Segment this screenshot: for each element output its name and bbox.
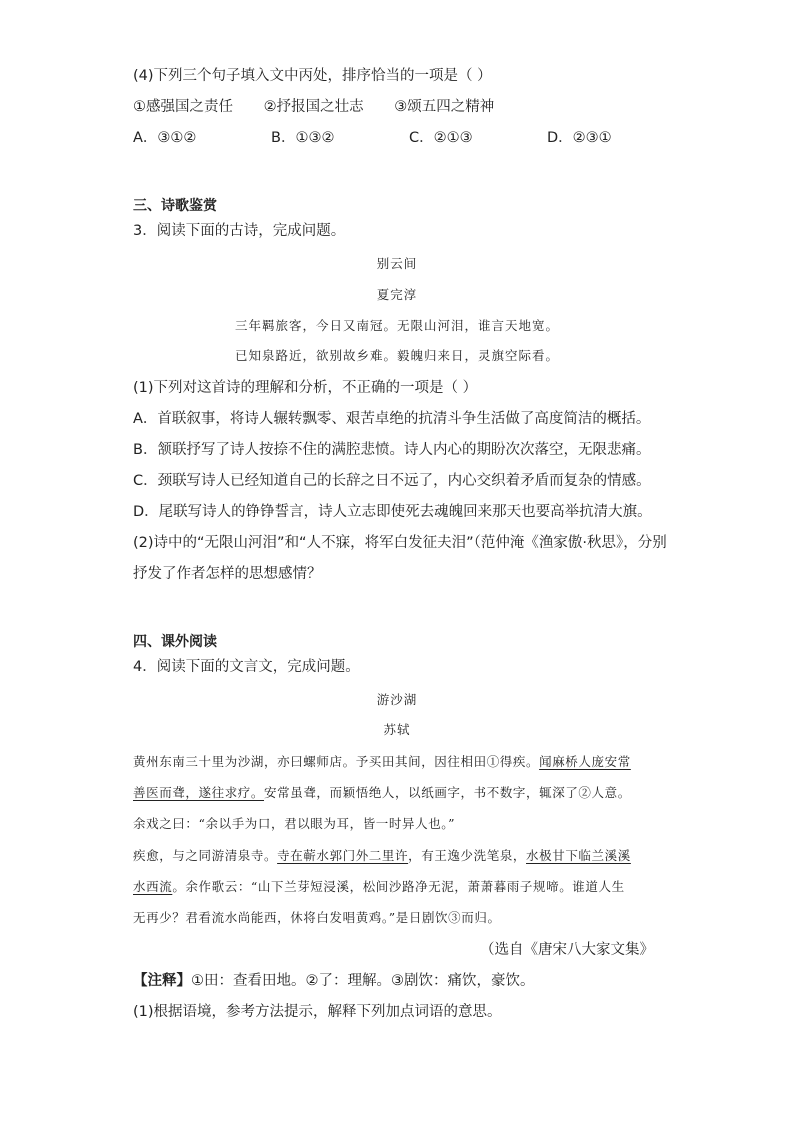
q4-options xyxy=(133,128,612,148)
underlined-sentence: 水极甘下临兰溪溪 xyxy=(526,848,631,863)
section3-option-b: B．颔联抒写了诗人按捺不住的满腔悲愤。诗人内心的期盼次次落空，无限悲痛。 xyxy=(133,442,651,458)
q4-item-1: ①感强国之责任 xyxy=(133,99,233,115)
poem-line-2: 已知泉路近，欲别故乡难。毅魄归来日，灵旗空际看。 xyxy=(234,348,559,363)
section3-heading: 三、诗歌鉴赏 xyxy=(133,198,217,214)
poem-line-1: 三年羁旅客，今日又南冠。无限山河泪，谁言天地宽。 xyxy=(234,318,559,333)
prose-line-1 xyxy=(133,752,631,772)
section3-option-d: D．尾联写诗人的铮铮誓言，诗人立志即使死去魂魄回来那天也要高举抗清大旗。 xyxy=(133,504,652,520)
prose-line-2 xyxy=(133,783,631,803)
section3-sub2-line1: (2)诗中的“无限山河泪”和“人不寐，将军白发征夫泪”（范仲淹《渔家傲·秋思》，分别 xyxy=(133,535,667,551)
underlined-sentence: 水西流 xyxy=(133,879,173,894)
prose-text: 疾愈，与之同游清泉寺。 xyxy=(133,848,278,863)
prose-line-4 xyxy=(133,846,631,866)
prose-line-5 xyxy=(133,877,625,897)
q4-item-2: ②抒报国之壮志 xyxy=(263,99,364,115)
prose-line-6: 无再少？君看流水尚能西，休将白发唱黄鸡。”是日剧饮③而归。 xyxy=(133,910,501,925)
prose-text: 黄州东南三十里为沙湖，亦曰螺师店。予买田其间，因往相田①得疾。 xyxy=(133,754,540,769)
prose-text: ，有王逸少洗笔泉， xyxy=(408,848,527,863)
q4-option-c: C．②①③ xyxy=(409,130,473,146)
section3-sub2-line2: 抒发了作者怎样的思想感情？ xyxy=(133,566,322,582)
q4-option-d: D．②③① xyxy=(547,130,612,146)
section3-sub1: (1)下列对这首诗的理解和分析，不正确的一项是（ ） xyxy=(133,380,478,396)
section3-option-c: C．颈联写诗人已经知道自己的长辞之日不远了，内心交织着矛盾而复杂的情感。 xyxy=(133,473,651,489)
prose-line-3: 余戏之曰：“余以手为口，君以眼为耳，皆一时异人也。” xyxy=(133,816,456,831)
q4-option-b: B．①③② xyxy=(271,130,335,146)
prose-text: 安常虽聋，而颖悟绝人，以纸画字，书不数字，辄深了②人意。 xyxy=(264,785,631,800)
poem-author: 夏完淳 xyxy=(376,287,418,302)
annotation xyxy=(133,971,535,991)
q4-items xyxy=(133,97,494,117)
prose-title: 游沙湖 xyxy=(376,692,418,707)
section4-sub1: (1)根据语境，参考方法提示，解释下列加点词语的意思。 xyxy=(133,1004,502,1020)
annotation-text: ①田：查看田地。②了：理解。③剧饮：痛饮，豪饮。 xyxy=(191,973,535,989)
underlined-sentence: 闻麻桥人庞安常 xyxy=(539,754,631,769)
section3-question: 3．阅读下面的古诗，完成问题。 xyxy=(133,223,346,239)
section4-question: 4．阅读下面的文言文，完成问题。 xyxy=(133,659,360,675)
source-citation: （选自《唐宋八大家文集》 xyxy=(480,942,654,958)
q4-stem: (4)下列三个句子填入文中丙处，排序恰当的一项是（ ） xyxy=(133,68,492,84)
q4-option-a: A．③①② xyxy=(133,130,197,146)
q4-item-3: ③颂五四之精神 xyxy=(394,99,495,115)
poem-title: 别云间 xyxy=(376,256,418,271)
prose-author: 苏轼 xyxy=(383,722,411,737)
underlined-sentence: 善医而聋，遂往求疗。 xyxy=(133,785,265,800)
prose-text: 。余作歌云：“山下兰芽短浸溪，松间沙路净无泥，萧萧暮雨子规啼。谁道人生 xyxy=(172,879,625,894)
section3-option-a: A．首联叙事，将诗人辗转飘零、艰苦卓绝的抗清斗争生活做了高度简洁的概括。 xyxy=(133,411,651,427)
annotation-label: 【注释】 xyxy=(133,973,191,989)
section4-heading: 四、课外阅读 xyxy=(133,634,217,650)
underlined-sentence: 寺在蕲水郭门外二里许 xyxy=(277,848,409,863)
